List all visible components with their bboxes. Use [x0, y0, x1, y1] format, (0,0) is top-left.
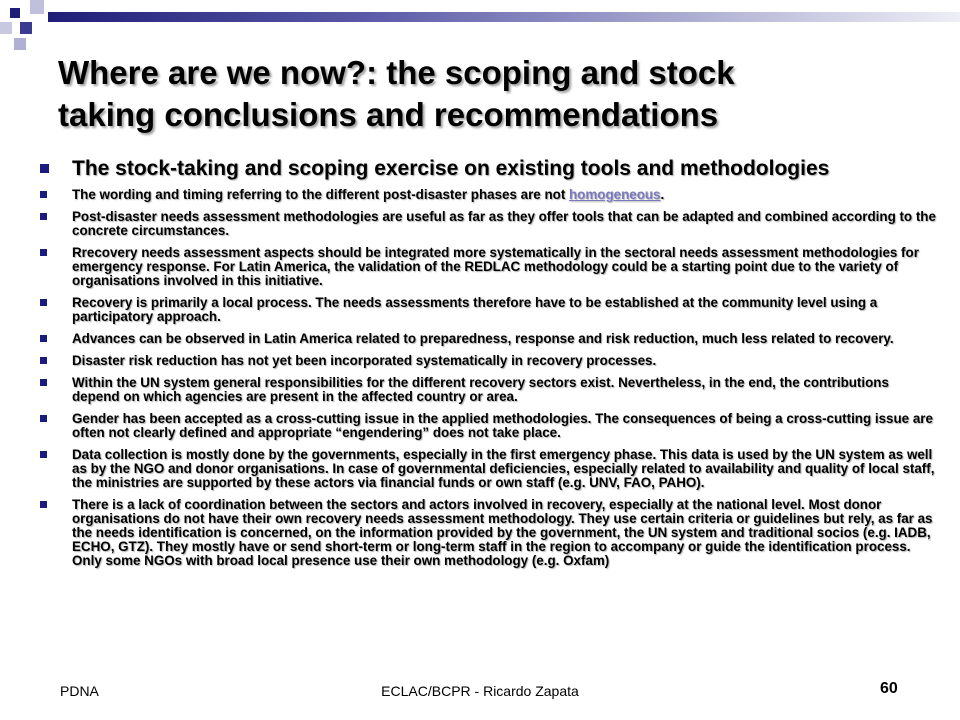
bullet-square-icon — [40, 249, 47, 256]
bullet-square-icon — [40, 335, 47, 342]
title-line-2: taking conclusions and recommendations — [58, 96, 719, 133]
slide-title — [58, 52, 918, 136]
list-item — [40, 188, 940, 202]
item-text: The wording and timing referring to the different post-disaster phases are not — [72, 187, 569, 202]
main-bullet — [40, 158, 940, 180]
item-text: Advances can be observed in Latin America related to preparedness, response and risk reduction, much less related to recovery. — [72, 331, 894, 346]
bullet-square-icon — [40, 415, 47, 422]
main-bullet-text: The stock-taking and scoping exercise on existing tools and methodologies — [72, 157, 830, 180]
sub-bullet-list — [40, 188, 940, 568]
footer-left-label: PDNA — [60, 683, 99, 699]
list-item — [40, 376, 940, 404]
decor-square — [30, 0, 44, 14]
item-text-end: . — [660, 187, 665, 202]
list-item — [40, 210, 940, 238]
item-text: Recovery is primarily a local process. The needs assessments therefore have to be established at the community level using a participatory approach. — [72, 295, 878, 324]
list-item — [40, 332, 940, 346]
homogeneous-link[interactable]: homogeneous — [569, 187, 661, 202]
page-number: 60 — [880, 680, 898, 697]
list-item — [40, 296, 940, 324]
decor-top-bar — [48, 12, 960, 22]
bullet-square-icon — [40, 191, 47, 198]
list-item — [40, 354, 940, 368]
bullet-square-icon — [40, 357, 47, 364]
title-line-1: Where are we now?: the scoping and stock — [58, 54, 735, 91]
list-item — [40, 412, 940, 440]
item-text: Data collection is mostly done by the governments, especially in the first emergency phase. This data is used by the UN system as well as by the NGO and donor organisations. In case of governmental deficiencies, especially related to availability and quality of local staff, the ministries are supported by these actors via financial funds or own staff (e.g. UNV, FAO, PAHO). — [72, 447, 935, 490]
bullet-square-icon — [40, 213, 47, 220]
list-item — [40, 246, 940, 288]
bullet-square-icon — [40, 164, 49, 173]
list-item — [40, 498, 940, 568]
decor-square — [14, 38, 26, 50]
list-item — [40, 448, 940, 490]
item-text: Post-disaster needs assessment methodologies are useful as far as they offer tools that can be adapted and combined according to the concrete circumstances. — [72, 209, 936, 238]
bullet-square-icon — [40, 451, 47, 458]
item-text: Within the UN system general responsibilities for the different recovery sectors exist. Nevertheless, in the end, the contributions depend on which agencies are present in the affected country or area. — [72, 375, 889, 404]
slide-content — [40, 158, 940, 576]
decor-square — [20, 22, 32, 34]
item-text: Gender has been accepted as a cross-cutting issue in the applied methodologies. The consequences of being a cross-cutting issue are often not clearly defined and appropriate “engendering” does not take place. — [72, 411, 933, 440]
bullet-square-icon — [40, 501, 47, 508]
bullet-square-icon — [40, 379, 47, 386]
decor-square — [0, 22, 12, 34]
decor-square — [10, 8, 20, 18]
item-text: Rrecovery needs assessment aspects should be integrated more systematically in the sectoral needs assessment methodologies for emergency response. For Latin America, the validation of the REDLAC methodology could be a starting point due to the variety of organisations involved in this initiative. — [72, 245, 919, 288]
bullet-square-icon — [40, 299, 47, 306]
footer-center-label: ECLAC/BCPR - Ricardo Zapata — [381, 683, 579, 699]
item-text: There is a lack of coordination between the sectors and actors involved in recovery, especially at the national level. Most donor organisations do not have their own recovery needs assessment methodology. They use certain criteria or guidelines but rely, as far as the needs identification is concerned, on the information provided by the government, the UN system and traditional socios (e.g. IADB, ECHO, GTZ). They mostly have or send short-term or long-term staff in the region to accompany or guide the identification process. Only some NGOs with broad local presence use their own methodology (e.g. Oxfam) — [72, 497, 933, 568]
item-text: Disaster risk reduction has not yet been incorporated systematically in recovery processes. — [72, 353, 657, 368]
